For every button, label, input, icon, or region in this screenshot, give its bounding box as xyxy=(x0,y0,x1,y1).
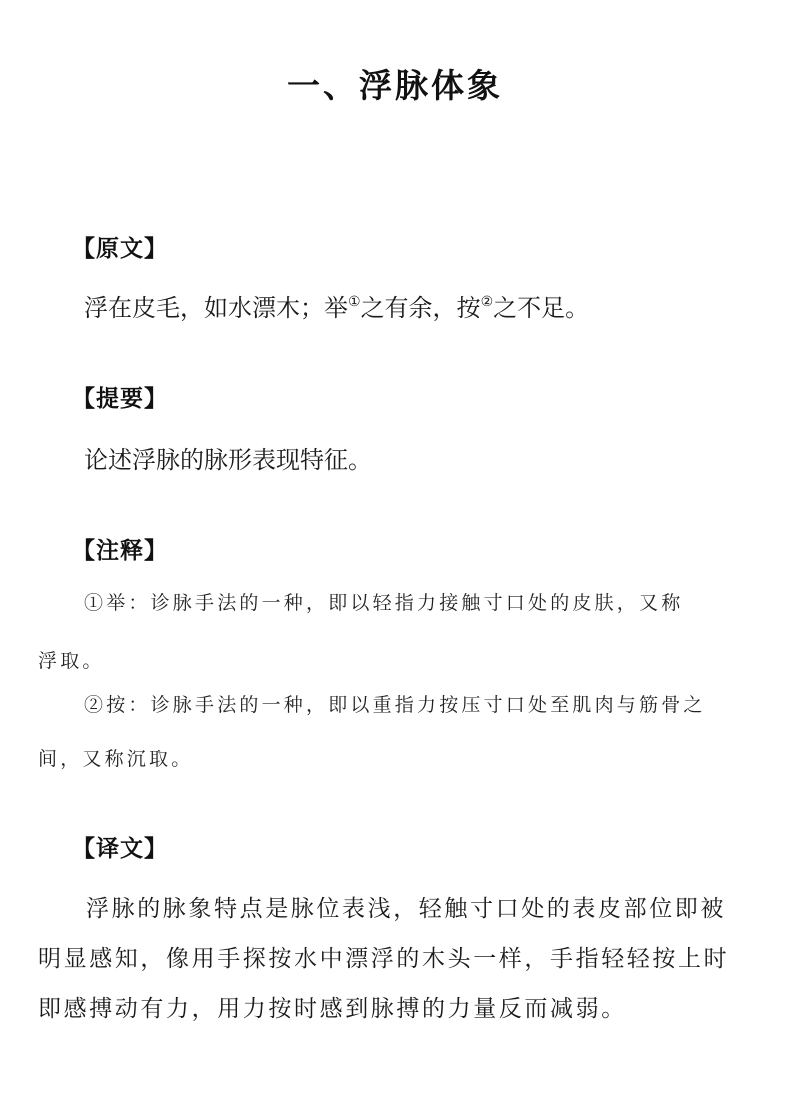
original-text-part-1: 浮在皮毛，如水漂木；举 xyxy=(84,294,348,322)
translation-line-2: 明显感知，像用手探按水中漂浮的木头一样，手指轻轻按上时 xyxy=(38,946,730,972)
original-text-part-3: 之不足。 xyxy=(493,294,590,322)
original-text-heading: 【原文】 xyxy=(72,236,168,262)
original-text-part-2: 之有余，按 xyxy=(360,294,481,322)
note-1-line-2: 浮取。 xyxy=(38,650,105,672)
footnote-mark-1: ① xyxy=(348,294,361,310)
summary-paragraph: 论述浮脉的脉形表现特征。 xyxy=(84,446,372,474)
note-1-line-1: ①举：诊脉手法的一种，即以轻指力接触寸口处的皮肤，又称 xyxy=(84,592,684,614)
translation-line-1: 浮脉的脉象特点是脉位表浅，轻触寸口处的表皮部位即被 xyxy=(86,896,726,922)
translation-heading: 【译文】 xyxy=(72,836,168,862)
summary-heading: 【提要】 xyxy=(72,386,168,412)
note-2-line-1: ②按：诊脉手法的一种，即以重指力按压寸口处至肌肉与筋骨之 xyxy=(84,694,706,716)
notes-heading: 【注释】 xyxy=(72,538,168,564)
page-title: 一、浮脉体象 xyxy=(287,66,503,105)
note-2-line-2: 间，又称沉取。 xyxy=(38,748,194,770)
original-text-paragraph xyxy=(84,288,589,323)
footnote-mark-2: ② xyxy=(480,294,494,310)
translation-line-3: 即感搏动有力，用力按时感到脉搏的力量反而减弱。 xyxy=(38,996,627,1022)
